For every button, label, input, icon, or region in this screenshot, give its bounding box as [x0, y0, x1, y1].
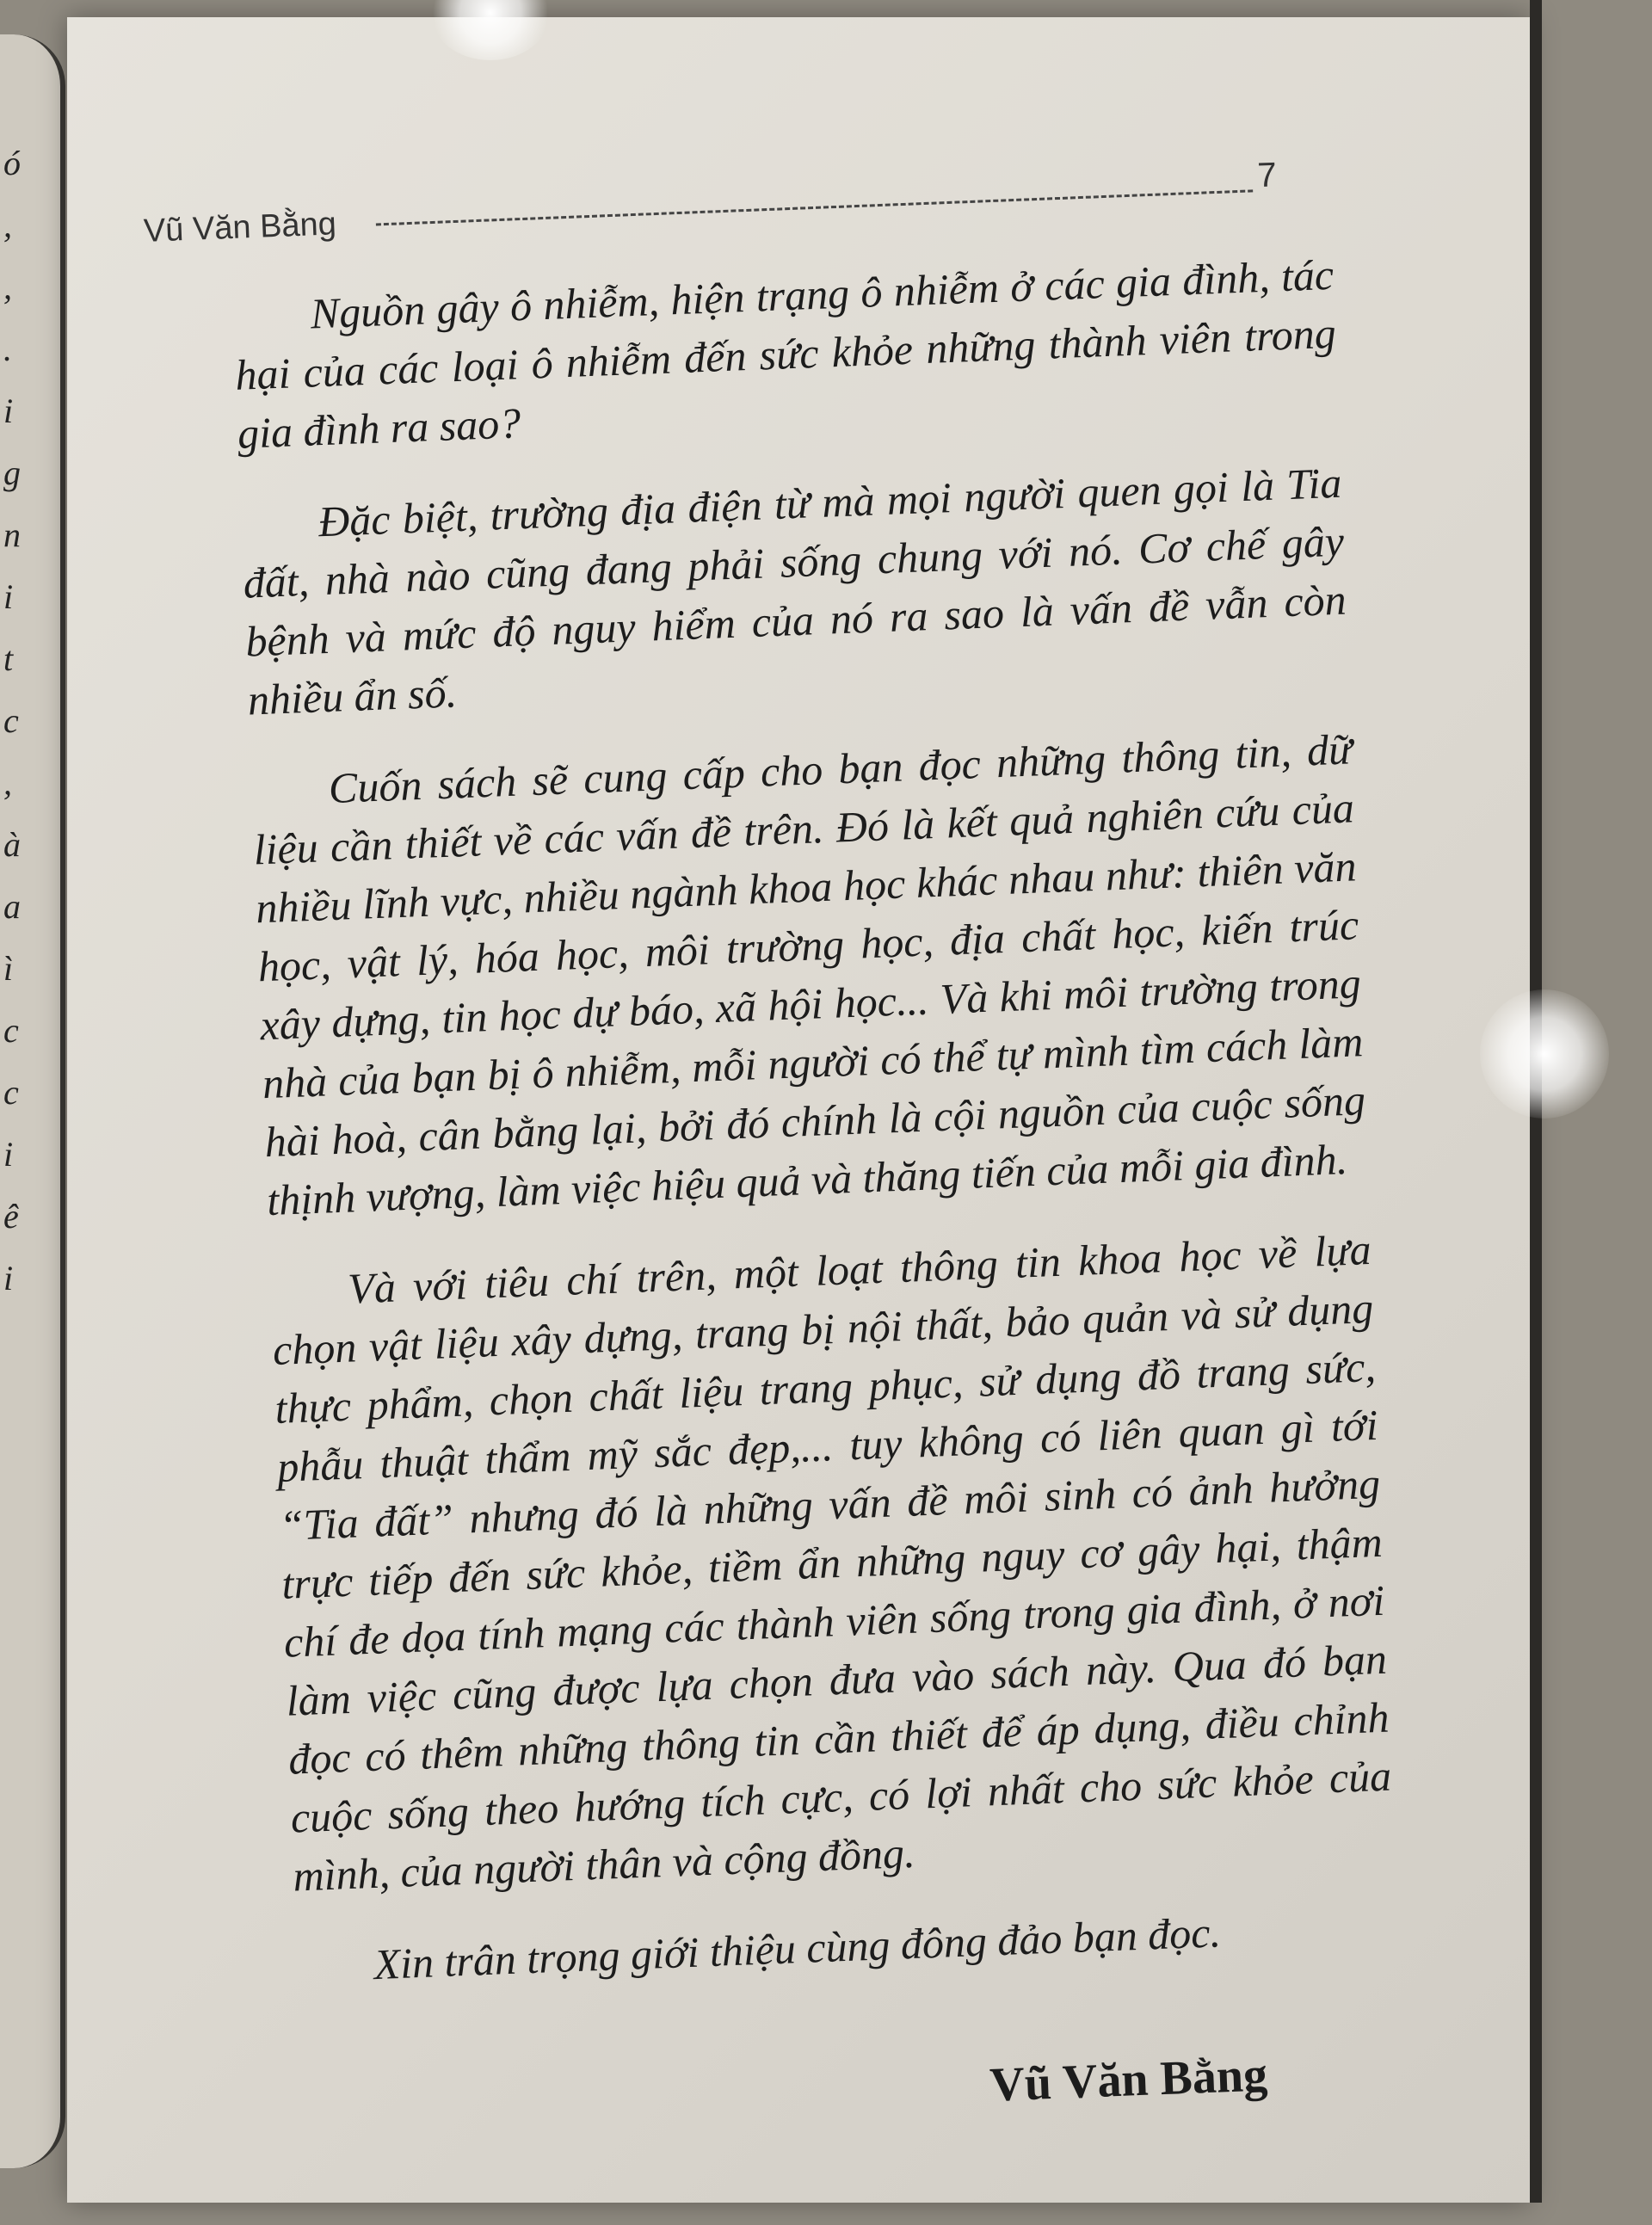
book-page	[67, 17, 1530, 2203]
left-page-char: t	[3, 639, 14, 678]
paragraph-1: Nguồn gây ô nhiễm, hiện trạng ô nhiễm ở các gia đình, tác hại của các loại ô nhiễm đến sức khỏe những thành viên trong gia đình ra sao?	[234, 250, 1337, 458]
left-page-char: ,	[3, 763, 12, 802]
light-glare-right	[1480, 989, 1609, 1119]
left-page-char: c	[3, 1011, 19, 1050]
left-page-char: i	[3, 1259, 14, 1297]
page-number: 7	[1256, 156, 1278, 195]
left-page-char: ó	[3, 144, 21, 182]
paragraph-3: Cuốn sách sẽ cung cấp cho bạn đọc những thông tin, dữ liệu cần thiết về các vấn đề trên. Đó là kết quả nghiên cứu của nhiều lĩnh vực, nhiều ngành khoa học khác nhau như: thiên văn học, vật lý, hóa học, môi trường học, địa chất học, kiến trúc xây dựng, tin học dự báo, xã hội học... Và khi môi trường trong nhà của bạn bị ô nhiễm, mỗi người có thể tự mình tìm cách làm hài hoà, cân bằng lại, bởi đó chính là cội nguồn của cuộc sống thịnh vượng, làm việc hiệu quả và thăng tiến của mỗi gia đình.	[252, 724, 1366, 1225]
left-page-char: c	[3, 701, 19, 740]
body-text	[232, 245, 1400, 2030]
left-page-char: .	[3, 330, 12, 368]
paragraph-2: Đặc biệt, trường địa điện từ mà mọi người quen gọi là Tia đất, nhà nào cũng đang phải sống chung với nó. Cơ chế gây bệnh và mức độ nguy hiểm của nó ra sao là vấn đề vẫn còn nhiều ẩn số.	[242, 458, 1347, 724]
paragraph-5: Xin trân trọng giới thiệu cùng đông đảo bạn đọc.	[373, 1908, 1222, 1989]
left-page-edge	[0, 34, 65, 2168]
left-page-char: a	[3, 887, 21, 926]
left-page-char: ì	[3, 949, 14, 988]
page-header	[142, 141, 1348, 256]
left-page-text-fragments	[3, 146, 21, 1296]
left-page-char: i	[3, 1135, 14, 1174]
left-page-char: ,	[3, 206, 12, 244]
left-page-char: à	[3, 825, 21, 864]
dashed-rule	[376, 189, 1253, 225]
left-page-char: ,	[3, 268, 12, 306]
running-head: Vũ Văn Bằng	[143, 206, 337, 250]
left-page-char: c	[3, 1073, 19, 1112]
page-content	[137, 0, 1476, 2225]
left-page-char: g	[3, 453, 21, 492]
paragraph-4: Và với tiêu chí trên, một loạt thông tin khoa học về lựa chọn vật liệu xây dựng, trang bị nội thất, bảo quản và sử dụng thực phẩm, chọn chất liệu trang phục, sử dụng đồ trang sức, phẫu thuật thẩm mỹ sắc đẹp,... tuy không có liên quan gì tới “Tia đất” nhưng đó là những vấn đề môi sinh có ảnh hưởng trực tiếp đến sức khỏe, tiềm ẩn những nguy cơ gây hại, thậm chí đe dọa tính mạng các thành viên sống trong gia đình, ở nơi làm việc cũng được lựa chọn đưa vào sách này. Qua đó bạn đọc có thêm những thông tin cần thiết để áp dụng, điều chỉnh cuộc sống theo hướng tích cực, có lợi nhất cho sức khỏe của mình, của người thân và cộng đồng.	[271, 1224, 1393, 1901]
left-page-char: n	[3, 515, 21, 554]
left-page-char: i	[3, 391, 14, 430]
author-signature: Vũ Văn Bằng	[989, 2048, 1269, 2112]
left-page-char: i	[3, 577, 14, 616]
left-page-char: ê	[3, 1197, 19, 1236]
